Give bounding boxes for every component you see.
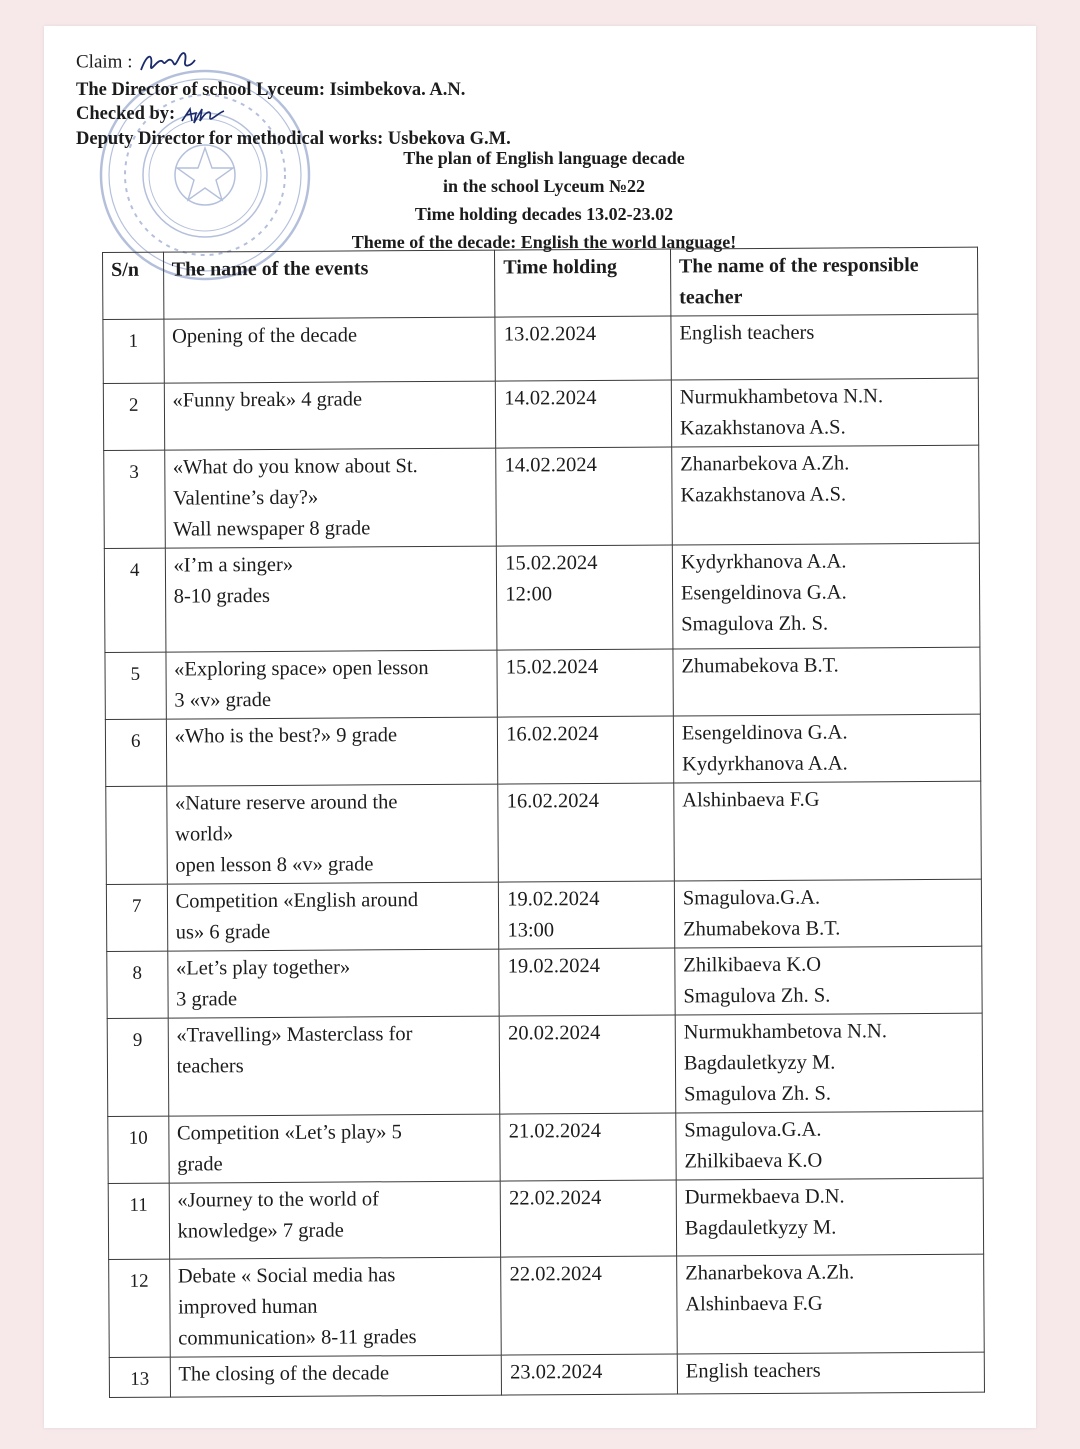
row-teacher: Smagulova.G.A. Zhumabekova B.T. [674,879,981,948]
table-row [105,647,980,719]
row-sn: 10 [108,1116,169,1183]
header-sn: S/n [103,252,164,319]
row-time: 19.02.2024 [499,948,675,1016]
row-event: «Let’s play together» 3 grade [167,949,499,1018]
row-event: The closing of the decade [170,1355,502,1397]
row-event: Competition «English around us» 6 grade [167,882,499,951]
row-time: 22.02.2024 [501,1256,677,1355]
row-event: «I’m a singer» 8-10 grades [165,546,497,652]
row-time: 20.02.2024 [499,1015,675,1114]
table-row [106,879,981,951]
row-teacher: English teachers [677,1352,984,1394]
row-sn: 3 [104,450,165,548]
row-sn: 2 [103,383,164,450]
plan-title-line2: in the school Lyceum №22 [442,176,646,196]
row-event: «Journey to the world of knowledge» 7 grade [169,1181,501,1259]
table-body [103,314,985,1397]
row-teacher: Alshinbaeva F.G [674,781,982,881]
director-line: The Director of school Lyceum: Isimbekova. A.N. [76,80,466,100]
checked-row [76,102,511,127]
header-teacher: The name of the responsible teacher [670,247,977,316]
table-row [105,714,980,786]
header-event: The name of the events [163,250,495,319]
row-time: 23.02.2024 [502,1354,678,1395]
row-time: 19.02.2024 13:00 [499,881,675,949]
row-sn: 8 [107,951,168,1018]
row-teacher: Zhanarbekova A.Zh. Alshinbaeva F.G [677,1254,985,1354]
row-time: 14.02.2024 [496,380,672,448]
row-teacher: Smagulova.G.A. Zhilkibaeva K.O [676,1111,983,1180]
row-event: Opening of the decade [163,317,495,383]
row-teacher: Esengeldinova G.A. Kydyrkhanova A.A. [673,714,980,783]
row-teacher: Nurmukhambetova N.N. Kazakhstanova A.S. [671,378,978,447]
table-row [109,1254,985,1357]
table-row [108,1178,983,1259]
plan-title-block [284,144,804,256]
row-time: 16.02.2024 [498,716,674,784]
row-event: «Exploring space» open lesson 3 «v» grade [166,650,498,719]
plan-title-line1: The plan of English language decade [403,148,685,168]
approval-header [76,48,511,151]
row-sn: 7 [106,884,167,951]
row-event: Competition «Let’s play» 5 grade [168,1114,500,1183]
plan-title-line3: Time holding decades 13.02-23.02 [414,204,674,224]
table-row [107,946,982,1018]
claim-label: Claim : [76,51,133,73]
checked-label: Checked by: [76,104,176,124]
row-event: Debate « Social media has improved human communication» 8-11 grades [169,1257,501,1357]
row-sn: 1 [103,319,164,383]
row-time: 15.02.2024 12:00 [497,545,673,650]
table-row [104,543,980,652]
row-sn: 11 [108,1183,169,1259]
row-sn: 5 [105,652,166,719]
row-teacher: English teachers [671,314,978,380]
table-row [108,1111,983,1183]
table-row [104,445,980,548]
row-teacher: Zhumabekova B.T. [673,647,980,716]
row-teacher: Zhilkibaeva K.O Smagulova Zh. S. [675,946,982,1015]
row-event: «Who is the best?» 9 grade [166,717,498,786]
table-row [106,781,982,884]
table-row [107,1013,983,1116]
deputy-signature-icon [180,103,226,127]
row-teacher: Nurmukhambetova N.N. Bagdauletkyzy M. Smagulova Zh. S. [675,1013,983,1113]
row-time: 15.02.2024 [497,649,673,717]
table-row [103,378,978,450]
row-teacher: Zhanarbekova A.Zh. Kazakhstanova A.S. [672,445,980,545]
table-header-row [103,247,978,319]
plan-title-line4: Theme of the decade: English the world language! [351,232,737,252]
row-sn: 9 [107,1018,168,1116]
events-table [102,247,985,1398]
deputy-line: Deputy Director for methodical works: Usbekova G.M. [76,128,511,149]
row-sn: 13 [109,1357,170,1397]
row-time: 13.02.2024 [495,316,671,381]
row-sn [106,786,167,884]
director-signature-icon [137,48,197,78]
row-event: «Travelling» Masterclass for teachers [168,1016,500,1116]
row-event: «What do you know about St. Valentine’s day?» Wall newspaper 8 grade [164,448,496,548]
row-time: 16.02.2024 [498,783,674,882]
claim-row [76,48,511,78]
row-sn: 4 [104,548,165,652]
row-teacher: Kydyrkhanova A.A. Esengeldinova G.A. Smagulova Zh. S. [672,543,980,649]
row-sn: 12 [109,1259,170,1357]
header-time: Time holding [495,249,671,317]
row-event: «Nature reserve around the world» open lesson 8 «v» grade [166,784,498,884]
row-sn: 6 [105,719,166,786]
table-row [103,314,978,383]
row-time: 14.02.2024 [496,447,672,546]
row-time: 22.02.2024 [500,1180,676,1257]
document-sheet [44,26,1036,1428]
row-time: 21.02.2024 [500,1113,676,1181]
table-row [109,1352,984,1397]
row-teacher: Durmekbaeva D.N. Bagdauletkyzy M. [676,1178,984,1256]
row-event: «Funny break» 4 grade [164,381,496,450]
